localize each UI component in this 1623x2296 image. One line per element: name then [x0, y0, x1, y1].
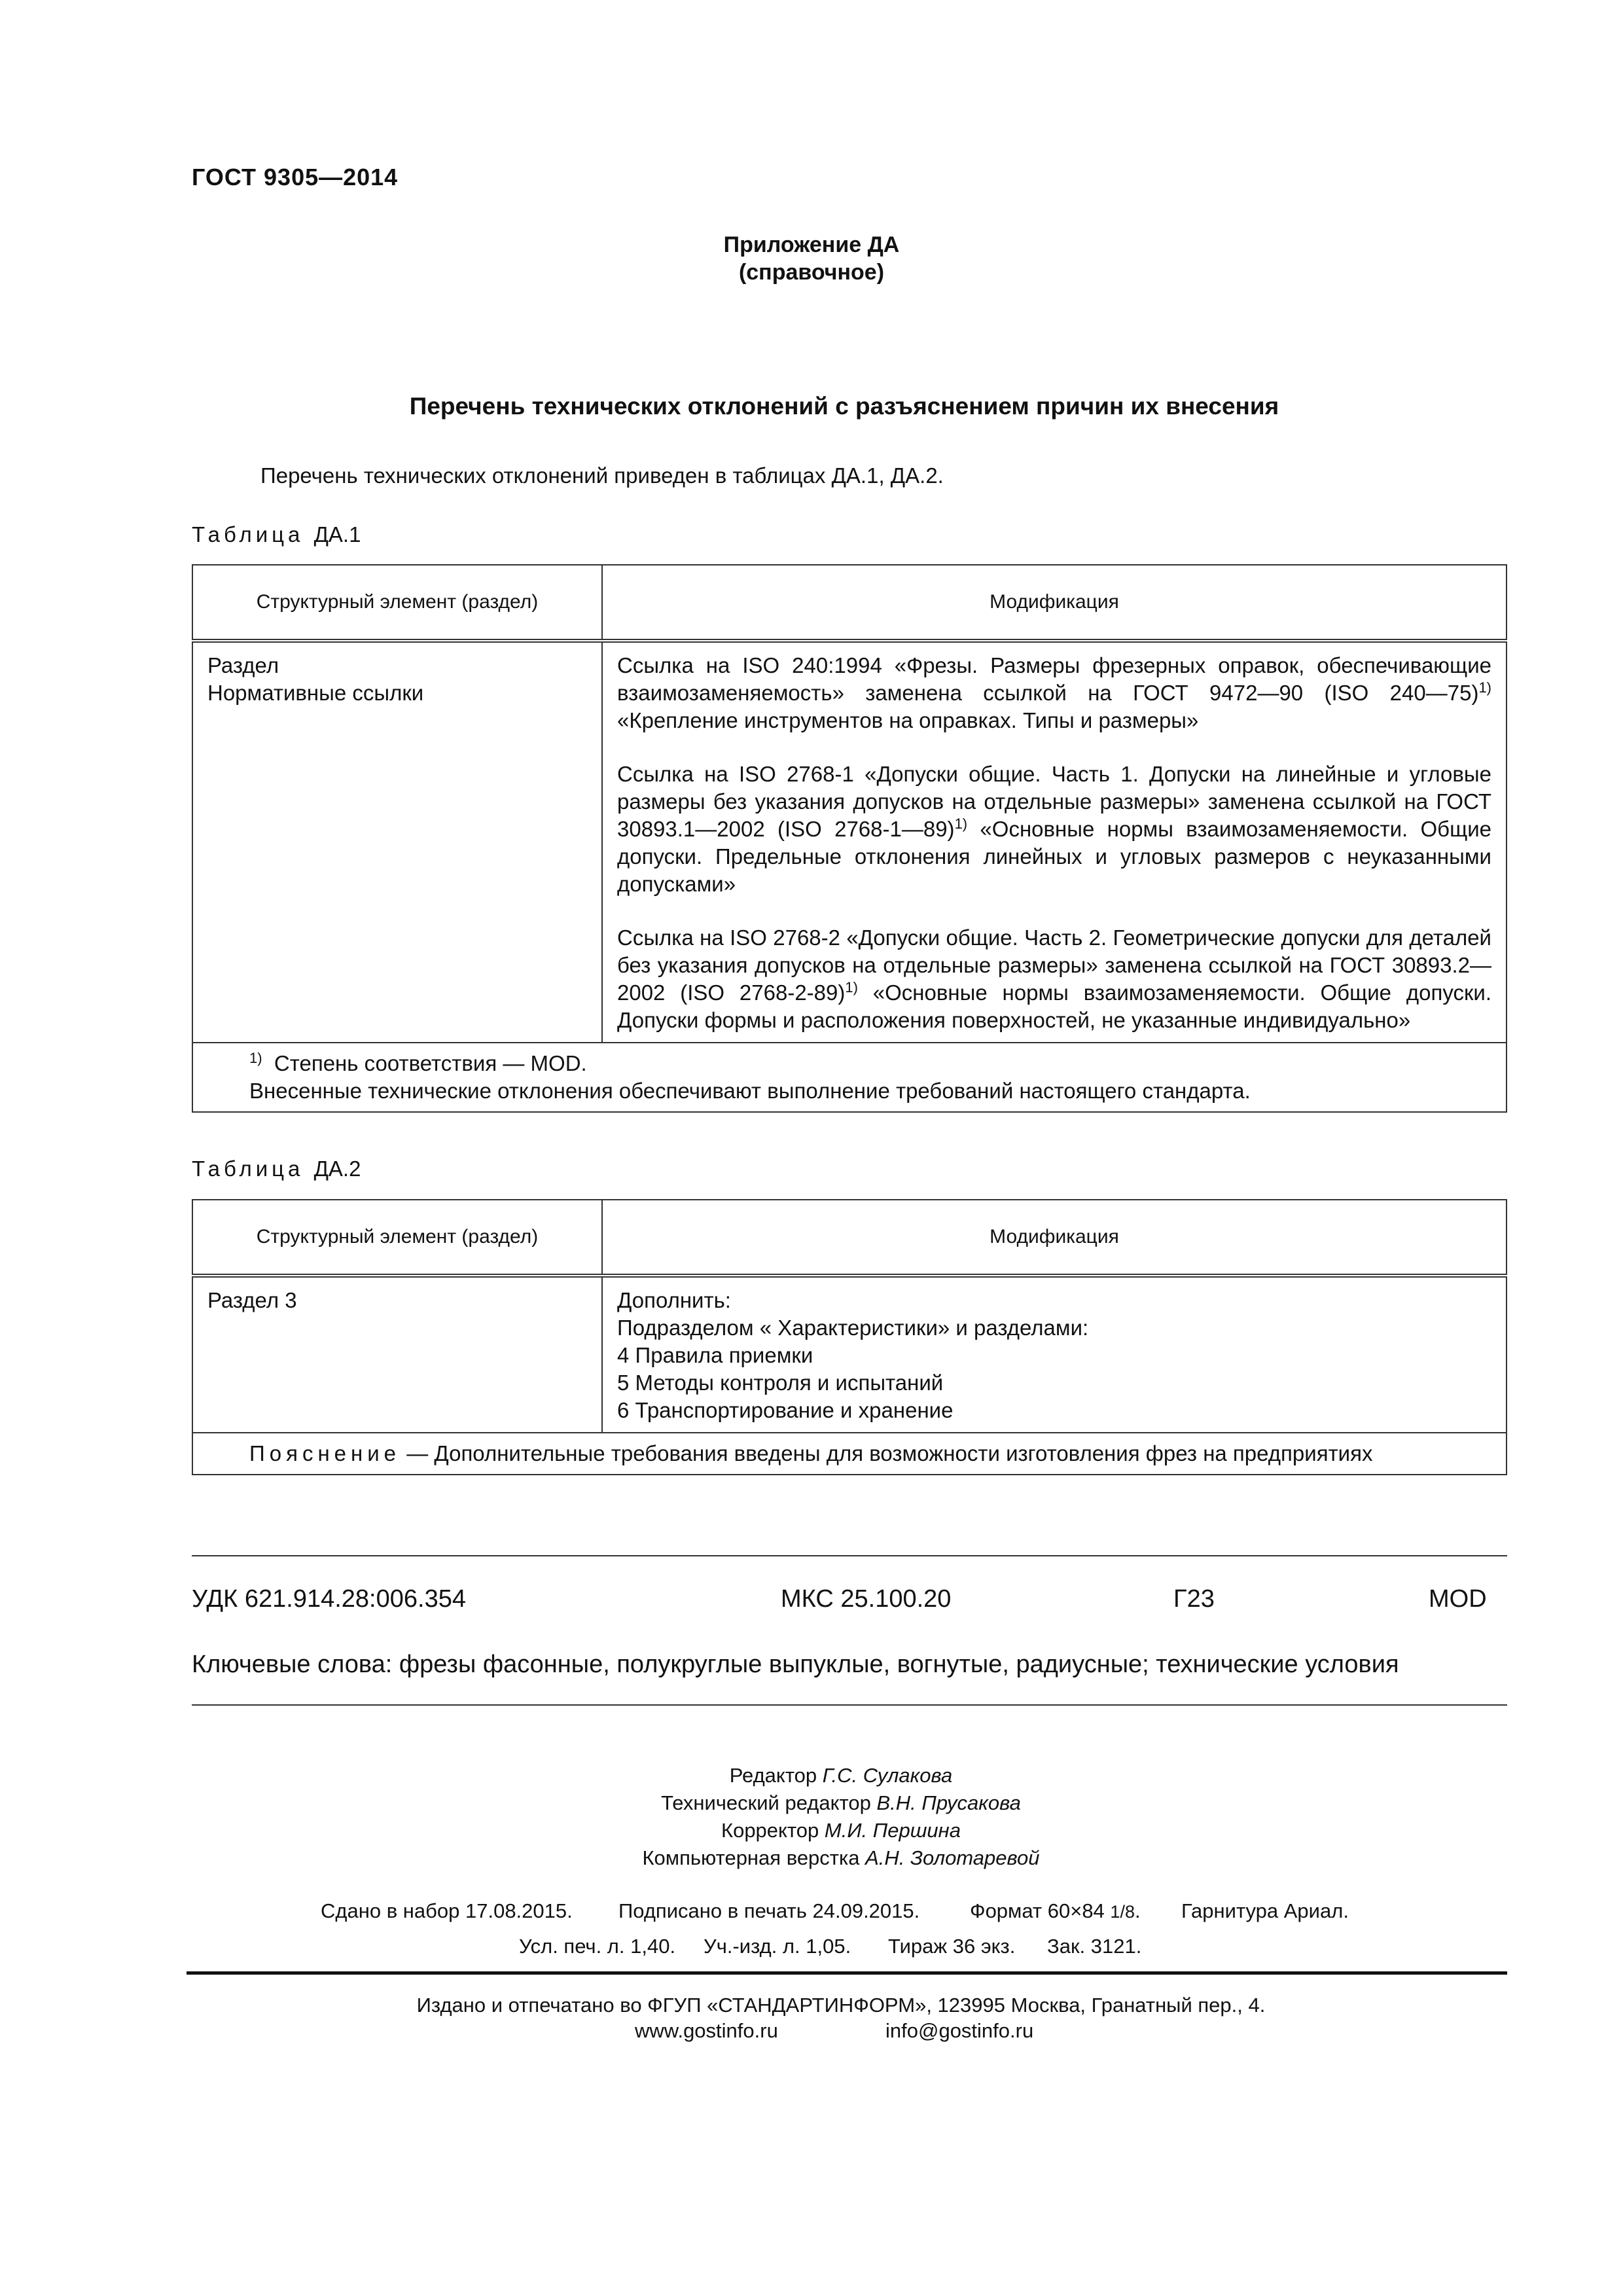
g-code: Г23 [1173, 1585, 1215, 1613]
table1-label: Таблица ДА.1 [192, 522, 361, 547]
section-name: Раздел [207, 653, 279, 677]
divider-thick [187, 1971, 1507, 1975]
table-note-row [192, 1043, 1507, 1112]
section-cell: Раздел 3 [192, 1276, 602, 1433]
keywords: Ключевые слова: фрезы фасонные, полукруглые выпуклые, вогнутые, радиусные; технические условия [192, 1651, 1399, 1678]
modification-paragraph: Ссылка на ISO 240:1994 «Фрезы. Размеры фрезерных оправок, обеспечивающие взаимозаменяемость» заменена ссылкой на ГОСТ 9472—90 (ISO 240—75)$^{1)}$ «Крепление инструментов на оправках. Типы и размеры» [617, 653, 1491, 732]
signed-date: Подписано в печать 24.09.2015. [618, 1899, 920, 1922]
website-link[interactable]: www.gostinfo.ru [635, 2019, 778, 2042]
col-modification-header: Модификация [602, 1200, 1507, 1276]
intro-paragraph: Перечень технических отклонений приведен в таблицах ДА.1, ДА.2. [260, 463, 944, 488]
tech-editor-line: Технический редактор В.Н. Прусакова [661, 1791, 1021, 1814]
table-footnote: $^{1)}$ Степень соответствия — MOD. Внесенные технические отклонения обеспечивают выполнение требований настоящего стандарта. [192, 1043, 1507, 1112]
circulation: Тираж 36 экз. [888, 1935, 1016, 1958]
col-structural-element-header: Структурный элемент (раздел) [192, 1200, 602, 1276]
divider [192, 1704, 1507, 1706]
modification-cell [602, 641, 1507, 1043]
mks-code: МКС 25.100.20 [781, 1585, 952, 1613]
table-row [192, 641, 1507, 1043]
modification-paragraph: Ссылка на ISO 2768-1 «Допуски общие. Часть 1. Допуски на линейные и угловые размеры без указания допусков на отдельные размеры» заменена ссылкой на ГОСТ 30893.1—2002 (ISO 2768-1—89)$^{1)}$ «Основные нормы взаимозаменяемости. Общие допуски. Предельные отклонения линейных и угловых размеров с неуказанными допусками» [617, 762, 1492, 896]
table-header-row [192, 565, 1507, 641]
table-row [192, 1276, 1507, 1433]
sent-date: Сдано в набор 17.08.2015. [321, 1899, 573, 1922]
table-explanation: Пояснение — Дополнительные требования введены для возможности изготовления фрез на предприятиях [192, 1433, 1507, 1475]
col-modification-header: Модификация [602, 565, 1507, 641]
annex-type: (справочное) [738, 260, 885, 285]
section-subname: Нормативные ссылки [207, 681, 424, 705]
modification-line: 5 Методы контроля и испытаний [617, 1371, 944, 1395]
table-da1 [192, 564, 1507, 1113]
publisher-line: Издано и отпечатано во ФГУП «СТАНДАРТИНФОРМ», 123995 Москва, Гранатный пер., 4. [416, 1994, 1266, 2017]
section-cell [192, 641, 602, 1043]
table-header-row [192, 1200, 1507, 1276]
modification-line: Подразделом « Характеристики» и разделами: [617, 1316, 1089, 1340]
udk-code: УДК 621.914.28:006.354 [192, 1585, 466, 1613]
modification-line: 4 Правила приемки [617, 1343, 813, 1367]
modification-cell [602, 1276, 1507, 1433]
modification-paragraph: Ссылка на ISO 2768-2 «Допуски общие. Часть 2. Геометрические допуски для деталей без указания допусков на отдельные размеры» заменена ссылкой на ГОСТ 30893.2—2002 (ISO 2768-2-89)$^{1)}$ «Основные нормы взаимозаменяемости. Общие допуски. Допуски формы и расположения поверхностей, не указанные индивидуально» [617, 925, 1491, 1032]
mod-code: MOD [1429, 1585, 1487, 1613]
format: Формат 60×84 1/8. [970, 1899, 1141, 1922]
col-structural-element-header: Структурный элемент (раздел) [192, 565, 602, 641]
modification-line: 6 Транспортирование и хранение [617, 1398, 954, 1422]
layout-line: Компьютерная верстка А.Н. Золотаревой [642, 1846, 1040, 1869]
main-title: Перечень технических отклонений с разъяснением причин их внесения [409, 393, 1279, 420]
email-link[interactable]: info@gostinfo.ru [885, 2019, 1034, 2042]
typeface: Гарнитура Ариал. [1181, 1899, 1349, 1922]
modification-line: Дополнить: [617, 1288, 731, 1312]
editor-line: Редактор Г.С. Сулакова [729, 1764, 953, 1787]
pub-sheets: Уч.-изд. л. 1,05. [704, 1935, 851, 1958]
document-code: ГОСТ 9305—2014 [192, 164, 399, 190]
table-da2 [192, 1199, 1507, 1475]
divider [192, 1555, 1507, 1556]
table2-label: Таблица ДА.2 [192, 1157, 361, 1181]
table-note-row [192, 1433, 1507, 1475]
corrector-line: Корректор М.И. Першина [721, 1819, 961, 1842]
print-sheets: Усл. печ. л. 1,40. [519, 1935, 676, 1958]
annex-title: Приложение ДА [723, 232, 900, 257]
order-number: Зак. 3121. [1047, 1935, 1142, 1958]
